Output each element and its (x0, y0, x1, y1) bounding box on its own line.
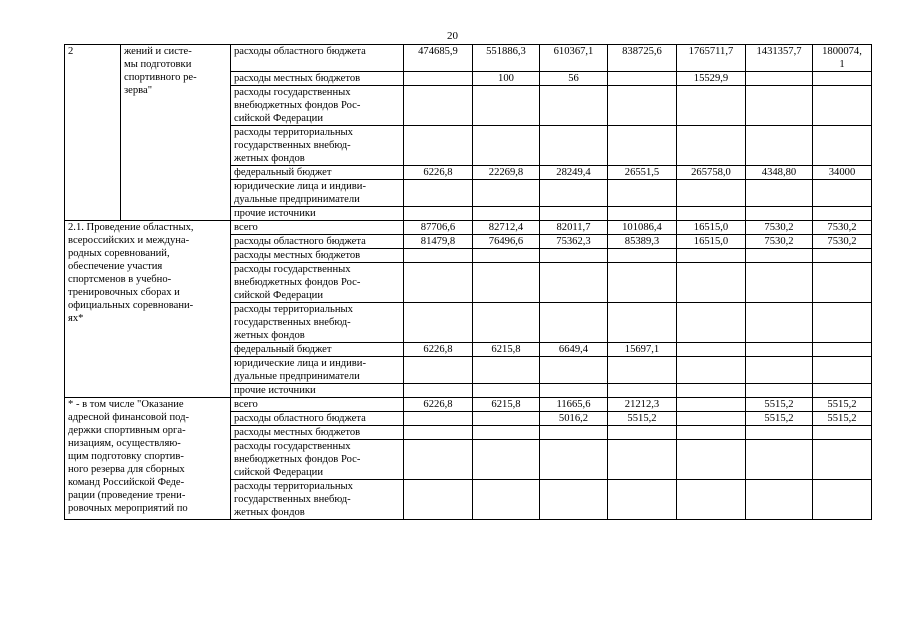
value-cell (404, 72, 473, 86)
value-cell (473, 412, 540, 426)
value-cell (677, 480, 746, 520)
funding-source: расходы местных бюджетов (231, 249, 404, 263)
value-cell (677, 263, 746, 303)
value-cell: 34000 (813, 166, 872, 180)
value-cell (473, 86, 540, 126)
value-cell: 610367,1 (540, 45, 608, 72)
text-line: родных соревнований, (68, 248, 170, 259)
value-cell (404, 303, 473, 343)
value-cell (813, 263, 872, 303)
value-cell (677, 126, 746, 166)
value-cell (746, 384, 813, 398)
value-cell: 11665,6 (540, 398, 608, 412)
text-line: спортивного ре- (124, 72, 197, 83)
text-line: юридические лица и индиви- (234, 181, 366, 192)
value-cell: 26551,5 (608, 166, 677, 180)
budget-table (64, 44, 872, 520)
table-body (65, 45, 872, 520)
text-line: ровочных мероприятий по (68, 503, 188, 514)
value-cell (677, 180, 746, 207)
text-line: внебюджетных фондов Рос- (234, 454, 361, 465)
item-number: 2 (65, 45, 121, 221)
value-cell: 1431357,7 (746, 45, 813, 72)
value-cell (746, 207, 813, 221)
text-line: всероссийских и междуна- (68, 235, 190, 246)
value-cell (473, 249, 540, 263)
value-cell (746, 357, 813, 384)
value-cell (608, 126, 677, 166)
value-cell: 6226,8 (404, 166, 473, 180)
value-cell: 101086,4 (608, 221, 677, 235)
value-cell (540, 126, 608, 166)
value-cell (746, 480, 813, 520)
value-cell (540, 180, 608, 207)
value-cell (813, 480, 872, 520)
value-cell (677, 426, 746, 440)
value-cell: 7530,2 (813, 235, 872, 249)
value-cell (813, 86, 872, 126)
value-cell (813, 72, 872, 86)
funding-source (231, 303, 404, 343)
funding-source (231, 357, 404, 384)
funding-source (231, 126, 404, 166)
text-line: рации (проведение трени- (68, 490, 186, 501)
value-cell (473, 440, 540, 480)
value-cell (813, 357, 872, 384)
text-line: спортсменов в учебно- (68, 274, 172, 285)
funding-source: всего (231, 398, 404, 412)
value-cell (813, 180, 872, 207)
value-cell (677, 384, 746, 398)
funding-source: федеральный бюджет (231, 166, 404, 180)
value-cell (608, 207, 677, 221)
value-cell (608, 480, 677, 520)
text-line: расходы государственных (234, 87, 351, 98)
value-cell (608, 86, 677, 126)
value-cell (813, 126, 872, 166)
table-row (65, 45, 872, 72)
value-cell (813, 207, 872, 221)
funding-source (231, 180, 404, 207)
value-cell (404, 357, 473, 384)
text-line: официальных соревновани- (68, 300, 194, 311)
text-line: государственных внебюд- (234, 494, 351, 505)
value-cell: 22269,8 (473, 166, 540, 180)
text-line: * - в том числе "Оказание (68, 399, 184, 410)
value-cell: 6226,8 (404, 343, 473, 357)
value-cell: 7530,2 (813, 221, 872, 235)
value-cell (746, 180, 813, 207)
table-row (65, 221, 872, 235)
value-cell: 82011,7 (540, 221, 608, 235)
value-cell (404, 384, 473, 398)
value-cell: 81479,8 (404, 235, 473, 249)
text-line: расходы территориальных (234, 481, 353, 492)
value-cell (677, 207, 746, 221)
value-cell: 6215,8 (473, 398, 540, 412)
funding-source: федеральный бюджет (231, 343, 404, 357)
text-line: дуальные предприниматели (234, 194, 360, 205)
value-cell (473, 180, 540, 207)
value-cell (608, 384, 677, 398)
value-cell: 5515,2 (746, 412, 813, 426)
funding-source: расходы областного бюджета (231, 412, 404, 426)
value-cell (677, 86, 746, 126)
value-cell (608, 263, 677, 303)
funding-source: расходы местных бюджетов (231, 72, 404, 86)
funding-source (231, 440, 404, 480)
value-cell (746, 72, 813, 86)
text-line: государственных внебюд- (234, 317, 351, 328)
value-cell (473, 357, 540, 384)
value-cell (608, 72, 677, 86)
text-line: щим подготовку спортив- (68, 451, 184, 462)
table-row (65, 398, 872, 412)
value-cell (473, 384, 540, 398)
value-cell: 6226,8 (404, 398, 473, 412)
value-cell (404, 263, 473, 303)
text-line: ного резерва для сборных (68, 464, 185, 475)
value-cell (746, 303, 813, 343)
text-line: команд Российской Феде- (68, 477, 185, 488)
value-cell: 838725,6 (608, 45, 677, 72)
text-line: низациям, осуществляю- (68, 438, 181, 449)
text-line: жетных фондов (234, 153, 305, 164)
value-cell (813, 249, 872, 263)
funding-source: расходы местных бюджетов (231, 426, 404, 440)
value-cell: 5515,2 (813, 412, 872, 426)
value-cell: 15697,1 (608, 343, 677, 357)
value-cell (540, 263, 608, 303)
funding-source: всего (231, 221, 404, 235)
value-cell (746, 426, 813, 440)
value-cell: 15529,9 (677, 72, 746, 86)
value-cell (746, 249, 813, 263)
value-cell (404, 180, 473, 207)
funding-source: прочие источники (231, 384, 404, 398)
funding-source (231, 86, 404, 126)
text-line: внебюджетных фондов Рос- (234, 100, 361, 111)
value-cell (746, 86, 813, 126)
text-line: юридические лица и индиви- (234, 358, 366, 369)
value-cell (473, 426, 540, 440)
value-cell (540, 207, 608, 221)
text-line: сийской Федерации (234, 113, 323, 124)
value-cell (404, 86, 473, 126)
item-name (121, 45, 231, 221)
value-cell: 5515,2 (608, 412, 677, 426)
funding-source (231, 263, 404, 303)
value-cell: 474685,9 (404, 45, 473, 72)
text-line: 1800074, (822, 46, 862, 57)
value-cell: 75362,3 (540, 235, 608, 249)
text-line: ях* (68, 313, 84, 324)
text-line: расходы территориальных (234, 304, 353, 315)
value-cell: 100 (473, 72, 540, 86)
text-line: жетных фондов (234, 507, 305, 518)
value-cell (677, 303, 746, 343)
value-cell (540, 384, 608, 398)
funding-source: расходы областного бюджета (231, 235, 404, 249)
text-line: расходы государственных (234, 264, 351, 275)
value-cell (746, 126, 813, 166)
text-line: мы подготовки (124, 59, 192, 70)
value-cell (608, 303, 677, 343)
value-cell: 28249,4 (540, 166, 608, 180)
value-cell: 6215,8 (473, 343, 540, 357)
value-cell (404, 126, 473, 166)
text-line: расходы территориальных (234, 127, 353, 138)
funding-source: расходы областного бюджета (231, 45, 404, 72)
value-cell: 265758,0 (677, 166, 746, 180)
text-line: сийской Федерации (234, 467, 323, 478)
value-cell: 21212,3 (608, 398, 677, 412)
value-cell (540, 480, 608, 520)
value-cell (608, 440, 677, 480)
value-cell: 82712,4 (473, 221, 540, 235)
value-cell: 4348,80 (746, 166, 813, 180)
value-cell (746, 263, 813, 303)
value-cell (677, 249, 746, 263)
value-cell (473, 303, 540, 343)
value-cell: 5016,2 (540, 412, 608, 426)
text-line: жетных фондов (234, 330, 305, 341)
text-line: сийской Федерации (234, 290, 323, 301)
value-cell (540, 303, 608, 343)
value-cell (813, 343, 872, 357)
value-cell (813, 45, 872, 72)
value-cell (540, 440, 608, 480)
value-cell (404, 426, 473, 440)
value-cell (473, 263, 540, 303)
text-line: государственных внебюд- (234, 140, 351, 151)
item-name (65, 221, 231, 398)
text-line: внебюджетных фондов Рос- (234, 277, 361, 288)
value-cell (540, 357, 608, 384)
funding-source (231, 480, 404, 520)
value-cell (540, 249, 608, 263)
value-cell (608, 249, 677, 263)
value-cell (608, 357, 677, 384)
value-cell (404, 207, 473, 221)
text-line: дуальные предприниматели (234, 371, 360, 382)
value-cell (540, 86, 608, 126)
value-cell: 87706,6 (404, 221, 473, 235)
value-cell (677, 412, 746, 426)
text-line: расходы государственных (234, 441, 351, 452)
text-line: тренировочных сборах и (68, 287, 180, 298)
text-line: жений и систе- (124, 46, 192, 57)
text-line: адресной финансовой под- (68, 412, 190, 423)
value-cell: 1765711,7 (677, 45, 746, 72)
text-line: зерва" (124, 85, 153, 96)
value-cell (813, 426, 872, 440)
value-cell (404, 480, 473, 520)
value-cell (677, 440, 746, 480)
value-cell: 16515,0 (677, 221, 746, 235)
value-cell (473, 207, 540, 221)
value-cell: 6649,4 (540, 343, 608, 357)
value-cell (404, 249, 473, 263)
value-cell: 16515,0 (677, 235, 746, 249)
value-cell: 7530,2 (746, 235, 813, 249)
value-cell (540, 426, 608, 440)
text-line: 2.1. Проведение областных, (68, 222, 194, 233)
value-cell: 56 (540, 72, 608, 86)
value-cell (608, 426, 677, 440)
text-line: обеспечение участия (68, 261, 163, 272)
value-cell: 85389,3 (608, 235, 677, 249)
value-cell: 551886,3 (473, 45, 540, 72)
value-cell (677, 357, 746, 384)
value-cell (813, 440, 872, 480)
value-cell (404, 412, 473, 426)
value-cell: 7530,2 (746, 221, 813, 235)
value-cell (473, 126, 540, 166)
value-cell (746, 343, 813, 357)
text-line: 1 (839, 59, 845, 70)
value-cell: 5515,2 (813, 398, 872, 412)
funding-source: прочие источники (231, 207, 404, 221)
value-cell (677, 398, 746, 412)
value-cell (404, 440, 473, 480)
page-number: 20 (447, 30, 458, 42)
value-cell: 76496,6 (473, 235, 540, 249)
value-cell (746, 440, 813, 480)
value-cell (473, 480, 540, 520)
text-line: держки спортивным орга- (68, 425, 186, 436)
value-cell (608, 180, 677, 207)
value-cell: 5515,2 (746, 398, 813, 412)
value-cell (813, 384, 872, 398)
value-cell (813, 303, 872, 343)
item-name (65, 398, 231, 520)
value-cell (677, 343, 746, 357)
